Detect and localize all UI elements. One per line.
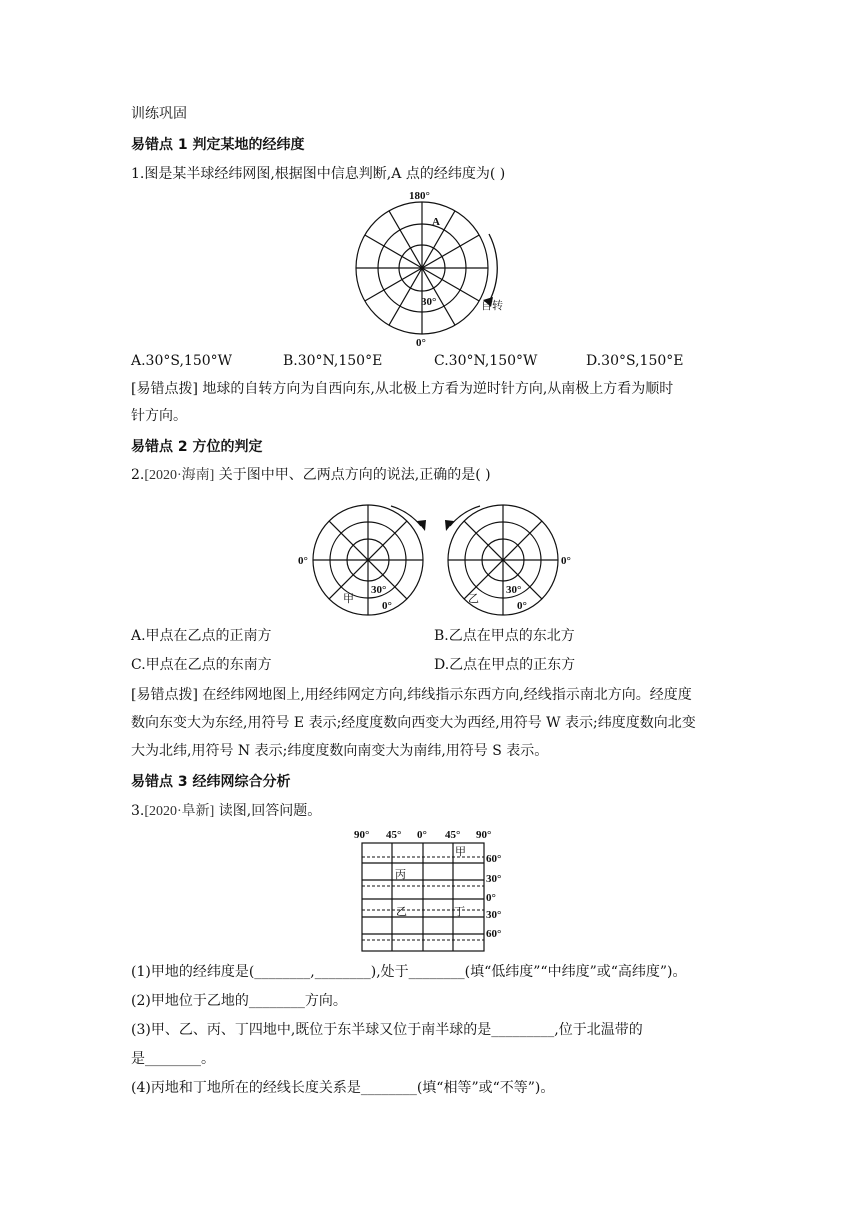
label-jia: 甲 — [455, 845, 466, 858]
sub-question-2: (2)甲地位于乙地的________方向。 — [131, 993, 347, 1009]
heading-point-1: 易错点 1 判定某地的经纬度 — [131, 137, 305, 153]
q1-option-c: C.30°N,150°W — [434, 353, 538, 369]
svg-text:0°: 0° — [486, 892, 496, 904]
rotation-arrow-arc — [489, 234, 497, 302]
svg-text:90°: 90° — [354, 829, 370, 841]
svg-text:45°: 45° — [386, 829, 402, 841]
label-yi: 乙 — [396, 905, 407, 918]
svg-text:0°: 0° — [561, 555, 571, 567]
label-0: 0° — [416, 337, 426, 349]
svg-text:45°: 45° — [445, 829, 461, 841]
svg-text:60°: 60° — [486, 928, 502, 940]
svg-text:90°: 90° — [476, 829, 492, 841]
svg-text:0°: 0° — [417, 829, 427, 841]
question-3: 3.[2020·阜新] 读图,回答问题。 — [131, 803, 322, 819]
sub-question-4: (4)丙地和丁地所在的经线长度关系是________(填“相等”或“不等”)。 — [131, 1080, 555, 1096]
heading-point-3: 易错点 3 经纬网综合分析 — [131, 774, 291, 790]
right-rotation-arc — [450, 506, 480, 526]
svg-text:60°: 60° — [486, 853, 502, 865]
figure-1-polar-grid — [352, 188, 512, 350]
tip-1-line-1: [易错点拨] 地球的自转方向为自西向东,从北极上方看为逆时针方向,从南极上方看为顺时 — [131, 381, 674, 397]
svg-text:0°: 0° — [517, 600, 527, 612]
svg-text:30°: 30° — [486, 909, 502, 921]
q1-option-a: A.30°S,150°W — [131, 353, 233, 369]
question-2: 2.[2020·海南] 关于图中甲、乙两点方向的说法,正确的是( ) — [131, 467, 491, 483]
q1-option-d: D.30°S,150°E — [586, 353, 684, 369]
q2-option-c: C.甲点在乙点的东南方 — [131, 657, 272, 673]
tip-2-line-1: [易错点拨] 在经纬网地图上,用经纬网定方向,纬线指示东西方向,经线指示南北方向。经度度 — [131, 687, 692, 703]
label-bing: 丙 — [395, 868, 406, 881]
tip-1-line-2: 针方向。 — [131, 408, 187, 424]
label-yi: 乙 — [468, 592, 479, 605]
heading-point-2: 易错点 2 方位的判定 — [131, 439, 263, 455]
label-jia: 甲 — [343, 592, 354, 605]
sub-question-3-line-1: (3)甲、乙、丙、丁四地中,既位于东半球又位于南半球的是_________,位于北温带的 — [131, 1022, 643, 1038]
label-ding: 丁 — [454, 905, 465, 918]
svg-text:30°: 30° — [506, 584, 522, 596]
section-title: 训练巩固 — [131, 106, 187, 122]
q2-option-b: B.乙点在甲点的东北方 — [434, 628, 575, 644]
svg-text:30°: 30° — [486, 873, 502, 885]
svg-text:0°: 0° — [298, 555, 308, 567]
figure-2-polar-grids — [296, 498, 576, 622]
svg-text:30°: 30° — [371, 584, 387, 596]
q1-option-b: B.30°N,150°E — [283, 353, 383, 369]
sub-question-1: (1)甲地的经纬度是(________,________),处于________(填“低纬度”“中纬度”或“高纬度”)。 — [131, 964, 687, 980]
label-point-a: A — [432, 216, 440, 228]
right-polar-grid — [448, 505, 558, 615]
label-30: 30° — [421, 296, 437, 308]
sub-question-3-line-2: 是________。 — [131, 1051, 215, 1067]
svg-text:0°: 0° — [382, 600, 392, 612]
question-1: 1.图是某半球经纬网图,根据图中信息判断,A 点的经纬度为( ) — [131, 166, 506, 182]
label-rotation: 自转 — [481, 299, 503, 312]
label-180: 180° — [409, 190, 430, 202]
tip-2-line-2: 数向东变大为东经,用符号 E 表示;经度度数向西变大为西经,用符号 W 表示;纬度度数向北变 — [131, 715, 696, 731]
left-polar-grid — [313, 505, 423, 615]
left-rotation-arc — [391, 506, 421, 526]
q2-option-a: A.甲点在乙点的正南方 — [131, 628, 272, 644]
source-tag: [2020·海南] — [144, 468, 215, 483]
source-tag: [2020·阜新] — [144, 804, 215, 819]
tip-2-line-3: 大为北纬,用符号 N 表示;纬度度数向南变大为南纬,用符号 S 表示。 — [131, 743, 549, 759]
q2-option-d: D.乙点在甲点的正东方 — [434, 657, 576, 673]
figure-3-lat-long-grid — [350, 826, 510, 956]
